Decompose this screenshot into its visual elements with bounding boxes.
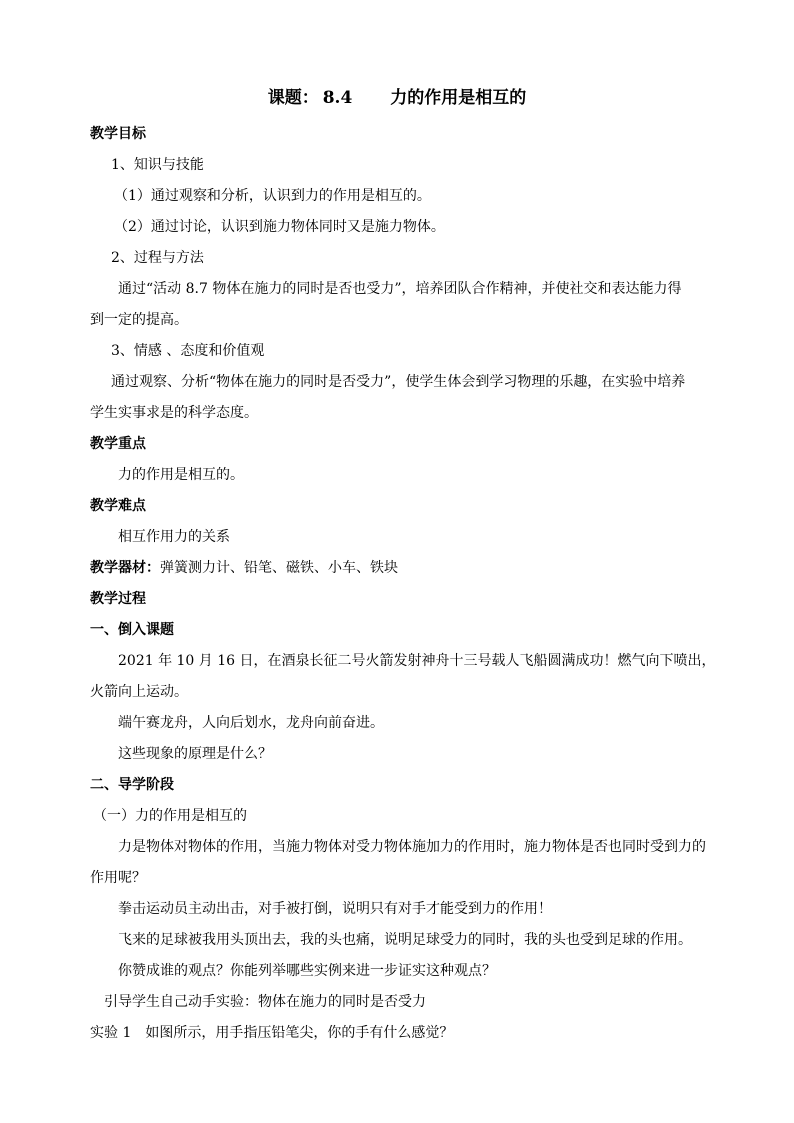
section1-para2: 端午赛龙舟，人向后划水，龙舟向前奋进。 (118, 715, 384, 731)
goal-process-method: 2、过程与方法 (111, 250, 204, 266)
page-title (0, 88, 794, 108)
goals-heading: 教学目标 (90, 126, 146, 142)
difficulty-text: 相互作用力的关系 (118, 529, 230, 545)
key-points-text: 力的作用是相互的。 (118, 467, 244, 483)
section2-heading: 二、导学阶段 (90, 777, 174, 793)
equipment-line (90, 558, 704, 578)
section2-para1-line1: 力是物体对物体的作用，当施力物体对受力物体施加力的作用时，施力物体是否也同时受到力的 (118, 839, 706, 855)
section2-subheading: （一）力的作用是相互的 (93, 808, 247, 824)
equipment-text: 弹簧测力计、铅笔、磁铁、小车、铁块 (160, 560, 398, 576)
section2-para1-line2: 作用呢？ (90, 870, 146, 886)
section1-para1-line2: 火箭向上运动。 (90, 684, 188, 700)
goal-emotion-values: 3、情感 、态度和价值观 (111, 343, 265, 359)
title-number: 8.4 (322, 88, 353, 108)
goal-process-text-1: 通过“活动 8.7 物体在施力的同时是否也受力”，培养团队合作精神，并使社交和表达能力得 (118, 281, 682, 297)
section2-para2: 拳击运动员主动出击，对手被打倒，说明只有对手才能受到力的作用！ (118, 901, 552, 917)
title-prefix: 课题： (267, 88, 319, 108)
goal-emotion-text-1: 通过观察、分析“物体在施力的同时是否受力”，使学生体会到学习物理的乐趣，在实验中培养 (111, 374, 686, 390)
section1-para1-line1: 2021 年 10 月 16 日，在酒泉长征二号火箭发射神舟十三号载人飞船圆满成功！燃气向下喷出， (118, 653, 716, 669)
process-heading: 教学过程 (90, 591, 146, 607)
key-points-heading: 教学重点 (90, 436, 146, 452)
difficulty-heading: 教学难点 (90, 498, 146, 514)
section2-para5: 引导学生自己动手实验：物体在施力的同时是否受力 (104, 994, 426, 1010)
section1-heading: 一、倒入课题 (90, 622, 174, 638)
title-topic: 力的作用是相互的 (390, 88, 527, 108)
section2-para3: 飞来的足球被我用头顶出去，我的头也痛，说明足球受力的同时，我的头也受到足球的作用。 (118, 932, 692, 948)
section2-para4: 你赞成谁的观点？你能列举哪些实例来进一步证实这种观点？ (118, 963, 496, 979)
section1-para3: 这些现象的原理是什么？ (118, 746, 272, 762)
goal-process-text-2: 到一定的提高。 (90, 312, 188, 328)
goal-knowledge-b: （2）通过讨论，认识到施力物体同时又是施力物体。 (114, 219, 445, 235)
goal-knowledge-skills: 1、知识与技能 (111, 157, 204, 173)
equipment-label: 教学器材： (90, 560, 160, 576)
goal-emotion-text-2: 学生实事求是的科学态度。 (90, 405, 258, 421)
goal-knowledge-a: （1）通过观察和分析，认识到力的作用是相互的。 (114, 188, 431, 204)
experiment1-line: 实验 1 如图所示，用手指压铅笔尖，你的手有什么感觉？ (90, 1025, 454, 1041)
